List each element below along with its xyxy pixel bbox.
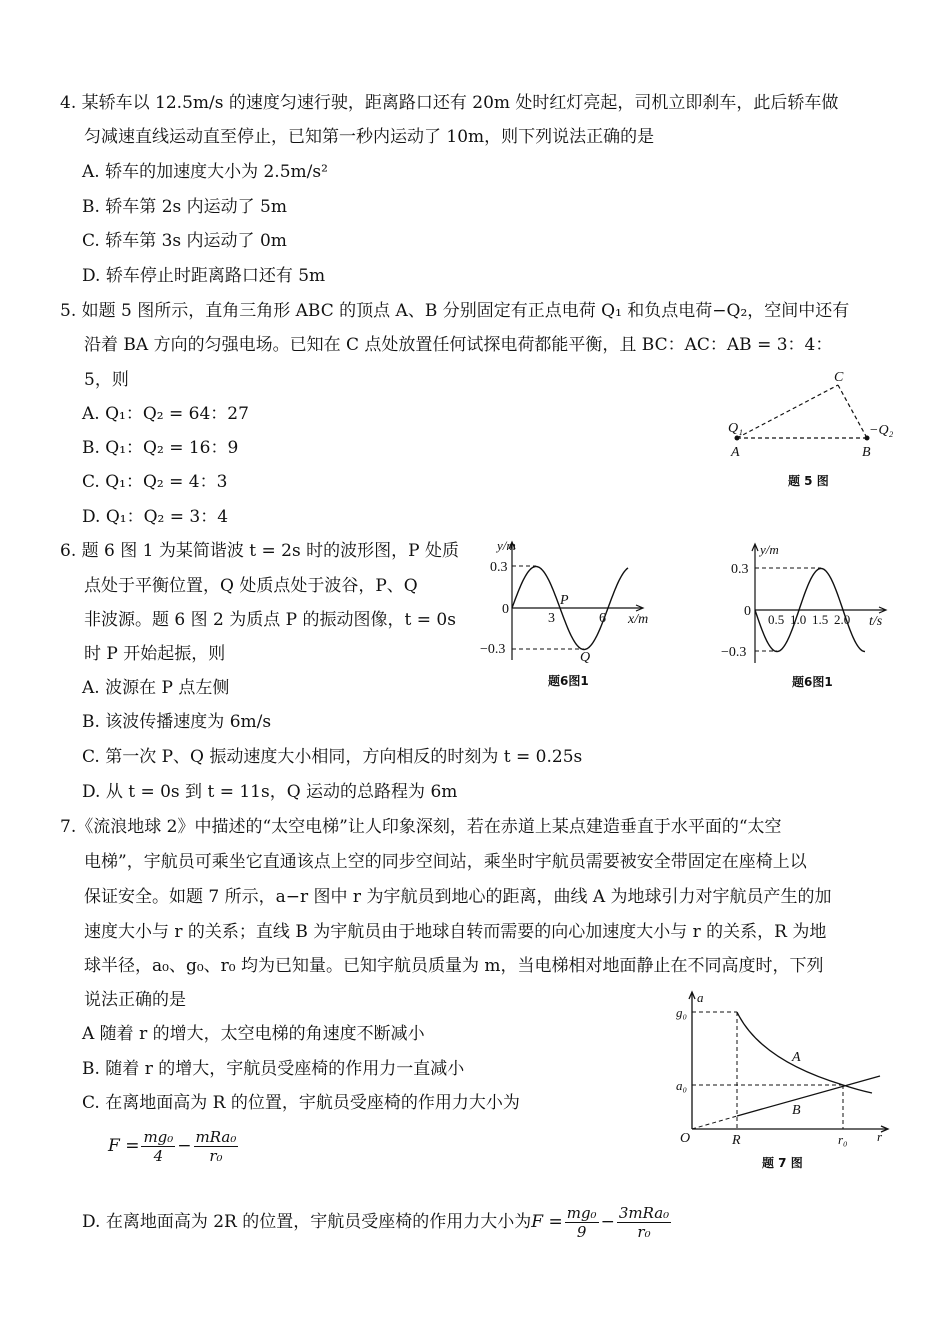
curve-a-label: A (792, 1050, 801, 1065)
origin-label: O (680, 1131, 691, 1146)
numerator: mRa₀ (195, 1128, 237, 1146)
q4-stem-line2: 匀减速直线运动直至停止，已知第一秒内运动了 10m，则下列说法正确的是 (84, 127, 655, 147)
numerator: 3mRa₀ (618, 1204, 670, 1222)
t-tick-1.0: 1.0 (790, 612, 807, 627)
q7-option-b: B. 随着 r 的增大，宇航员受座椅的作用力一直减小 (82, 1059, 465, 1079)
numerator: mg₀ (143, 1128, 174, 1146)
q4-option-d: D. 轿车停止时距离路口还有 5m (82, 266, 326, 286)
figure-q5-caption: 题 5 图 (788, 474, 829, 488)
q7-stem-line1: 7.《流浪地球 2》中描述的“太空电梯”让人印象深刻，若在赤道上某点建造垂直于水平面的“太空 (60, 817, 782, 837)
minus-sign: − (600, 1212, 615, 1232)
q7-option-d-formula (531, 1204, 673, 1241)
y-tick-neg-0.3: −0.3 (480, 642, 506, 657)
figure-q7-a-r-graph (676, 990, 888, 1170)
figure-q6-1-caption: 题6图1 (548, 674, 589, 688)
q6-stem-line4: 时 P 开始起振，则 (84, 644, 226, 664)
figure-q5-triangle (728, 370, 894, 488)
q6-option-b: B. 该波传播速度为 6m/s (82, 712, 272, 732)
q5-stem-line3: 5，则 (84, 370, 129, 390)
figure-q7-caption: 题 7 图 (762, 1156, 803, 1170)
q4-option-b: B. 轿车第 2s 内运动了 5m (82, 197, 287, 217)
t-tick-0.5: 0.5 (768, 612, 785, 627)
q1-label: Q₁ (728, 421, 743, 436)
vertex-b-label: B (862, 445, 871, 460)
q7-stem-line5: 球半径，a₀、g₀、r₀ 均为已知量。已知宇航员质量为 m，当电梯相对地面静止在不同高度时，下列 (84, 956, 824, 976)
q5-stem-line2: 沿着 BA 方向的匀强电场。已知在 C 点处放置任何试探电荷都能平衡，且 BC：AC：AB = 3：4： (84, 335, 833, 355)
q7-stem-line2: 电梯”，宇航员可乘坐它直通该点上空的同步空间站，乘坐时宇航员需要被安全带固定在座椅上以 (84, 852, 807, 872)
point-p-label: P (560, 593, 569, 608)
q6-option-c: C. 第一次 P、Q 振动速度大小相同，方向相反的时刻为 t = 0.25s (82, 747, 583, 767)
q6-stem-line2: 点处于平衡位置，Q 处质点处于波谷，P、Q (84, 576, 418, 596)
q7-stem-line3: 保证安全。如题 7 所示，a−r 图中 r 为宇航员到地心的距离，曲线 A 为地球引力对宇航员产生的加 (84, 887, 832, 907)
t-tick-2.0: 2.0 (834, 612, 851, 627)
q5-option-a: A. Q₁：Q₂ = 64：27 (82, 404, 249, 424)
formula-lhs: F = (108, 1136, 140, 1156)
q7-stem-line4: 速度大小与 r 的关系；直线 B 为宇航员由于地球自转而需要的向心加速度大小与 r 的关系，R 为地 (84, 922, 827, 942)
line-b-label: B (792, 1103, 801, 1118)
denominator: r₀ (209, 1147, 223, 1165)
y-tick-0: 0 (502, 602, 509, 617)
q4-option-c: C. 轿车第 3s 内运动了 0m (82, 231, 287, 251)
y-tick-neg-0.3: −0.3 (721, 645, 747, 660)
q6-stem-line3: 非波源。题 6 图 2 为质点 P 的振动图像，t = 0s (84, 610, 456, 630)
minus-sign: − (177, 1136, 192, 1156)
q4-stem-line1: 4. 某轿车以 12.5m/s 的速度匀速行驶，距离路口还有 20m 处时红灯亮起，司机立即刹车，此后轿车做 (60, 93, 839, 113)
charge-q1-dot (735, 436, 740, 441)
point-q-label: Q (580, 650, 591, 665)
q4-option-a: A. 轿车的加速度大小为 2.5m/s² (82, 162, 328, 182)
y-tick-0: 0 (744, 604, 751, 619)
denominator: r₀ (637, 1223, 651, 1241)
y-tick-0.3: 0.3 (731, 562, 749, 577)
q6-option-d: D. 从 t = 0s 到 t = 11s，Q 运动的总路程为 6m (82, 782, 458, 802)
g0-label: g₀ (676, 1005, 688, 1020)
q7-option-c-formula (108, 1128, 240, 1165)
denominator: 9 (576, 1223, 587, 1241)
t-tick-1.5: 1.5 (812, 612, 829, 627)
a0-label: a₀ (676, 1078, 688, 1093)
q7-option-c: C. 在离地面高为 R 的位置，宇航员受座椅的作用力大小为 (82, 1093, 520, 1113)
vertex-a-label: A (731, 445, 740, 460)
q7-option-d-text: D. 在离地面高为 2R 的位置，宇航员受座椅的作用力大小为 (82, 1212, 532, 1232)
fraction-2 (194, 1128, 239, 1165)
curve-a (737, 1012, 872, 1093)
q2-label: −Q₂ (869, 423, 894, 438)
x-tick-3: 3 (548, 611, 555, 626)
q7-option-d (82, 1204, 673, 1241)
r-axis-label: r (877, 1129, 883, 1144)
q5-option-c: C. Q₁：Q₂ = 4：3 (82, 472, 228, 492)
formula-lhs: F = (531, 1212, 563, 1232)
x-tick-6: 6 (599, 611, 606, 626)
denominator: 4 (153, 1147, 164, 1165)
numerator: mg₀ (566, 1204, 597, 1222)
y-axis-label: y/m (760, 542, 779, 557)
q5-option-b: B. Q₁：Q₂ = 16：9 (82, 438, 239, 458)
fraction-2 (617, 1204, 671, 1241)
t-axis-label: t/s (869, 614, 883, 629)
y-tick-0.3: 0.3 (490, 560, 508, 575)
q7-option-a: A 随着 r 的增大，太空电梯的角速度不断减小 (82, 1024, 425, 1044)
q6-stem-line1: 6. 题 6 图 1 为某简谐波 t = 2s 时的波形图，P 处质 (60, 541, 459, 561)
figure-q6-wave-graph (480, 538, 648, 688)
a-axis-label: a (697, 990, 704, 1005)
q5-option-d: D. Q₁：Q₂ = 3：4 (82, 507, 229, 527)
x-axis-label: x/m (628, 612, 649, 627)
r-label-R: R (732, 1133, 741, 1148)
fraction-1 (565, 1204, 599, 1241)
q6-option-a: A. 波源在 P 点左侧 (82, 678, 230, 698)
figure-q6-2-caption: 题6图1 (792, 675, 833, 689)
fraction-1 (141, 1128, 175, 1165)
q5-stem-line1: 5. 如题 5 图所示，直角三角形 ABC 的顶点 A、B 分别固定有正点电荷 Q₁ 和负点电荷−Q₂，空间中还有 (60, 301, 850, 321)
line-b (737, 1076, 880, 1116)
y-axis-label: y/m (497, 538, 516, 553)
vertex-c-label: C (834, 370, 844, 385)
r0-label: r₀ (838, 1132, 848, 1147)
q7-stem-line6: 说法正确的是 (84, 990, 186, 1010)
figure-q6-vibration-graph (721, 542, 886, 689)
